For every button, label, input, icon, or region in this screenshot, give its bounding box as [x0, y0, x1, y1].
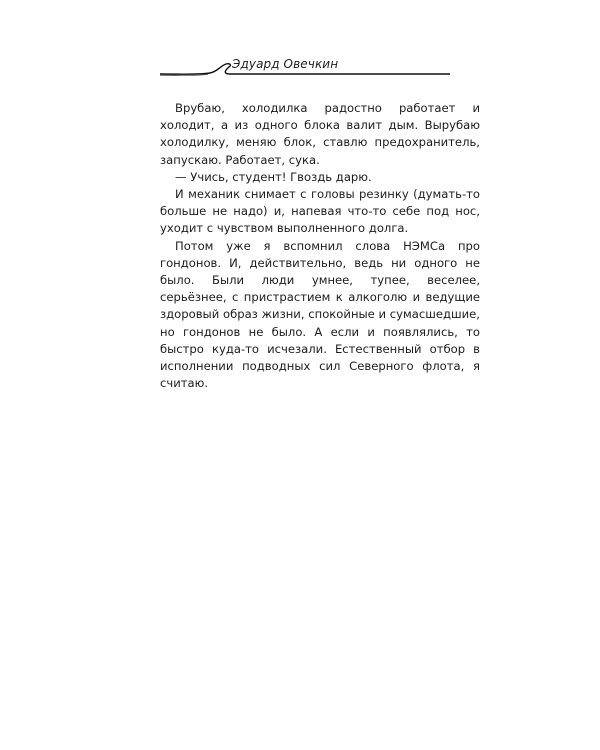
body-text — [160, 100, 480, 392]
paragraph: Потом уже я вспомнил слова НЭМСа про гондонов. И, действительно, ведь ни одного не было. Были люди умнее, тупее, веселее, серьёзнее, с пристрастием к алкоголю и ведущие здоровый образ жизни, спокойные и сумасшедшие, но гондонов не было. А если и появлялись, то быстро куда-то исчезали. Естественный отбор в исполнении подводных сил Северного флота, я считаю. — [160, 238, 480, 391]
running-head-author: Эдуард Овечкин — [232, 57, 339, 71]
paragraph: И механик снимает с головы резинку (думать-то больше не надо) и, напевая что-то себе под нос, уходит с чувством выполненного долга. — [160, 187, 480, 236]
paragraph: — Учись, студент! Гвоздь дарю. — [175, 169, 372, 184]
paragraph: Врубаю, холодилка радостно работает и холодит, а из одного блока валит дым. Вырубаю холодилку, меняю блок, ставлю предохранитель, запускаю. Работает, сука. — [160, 101, 480, 167]
